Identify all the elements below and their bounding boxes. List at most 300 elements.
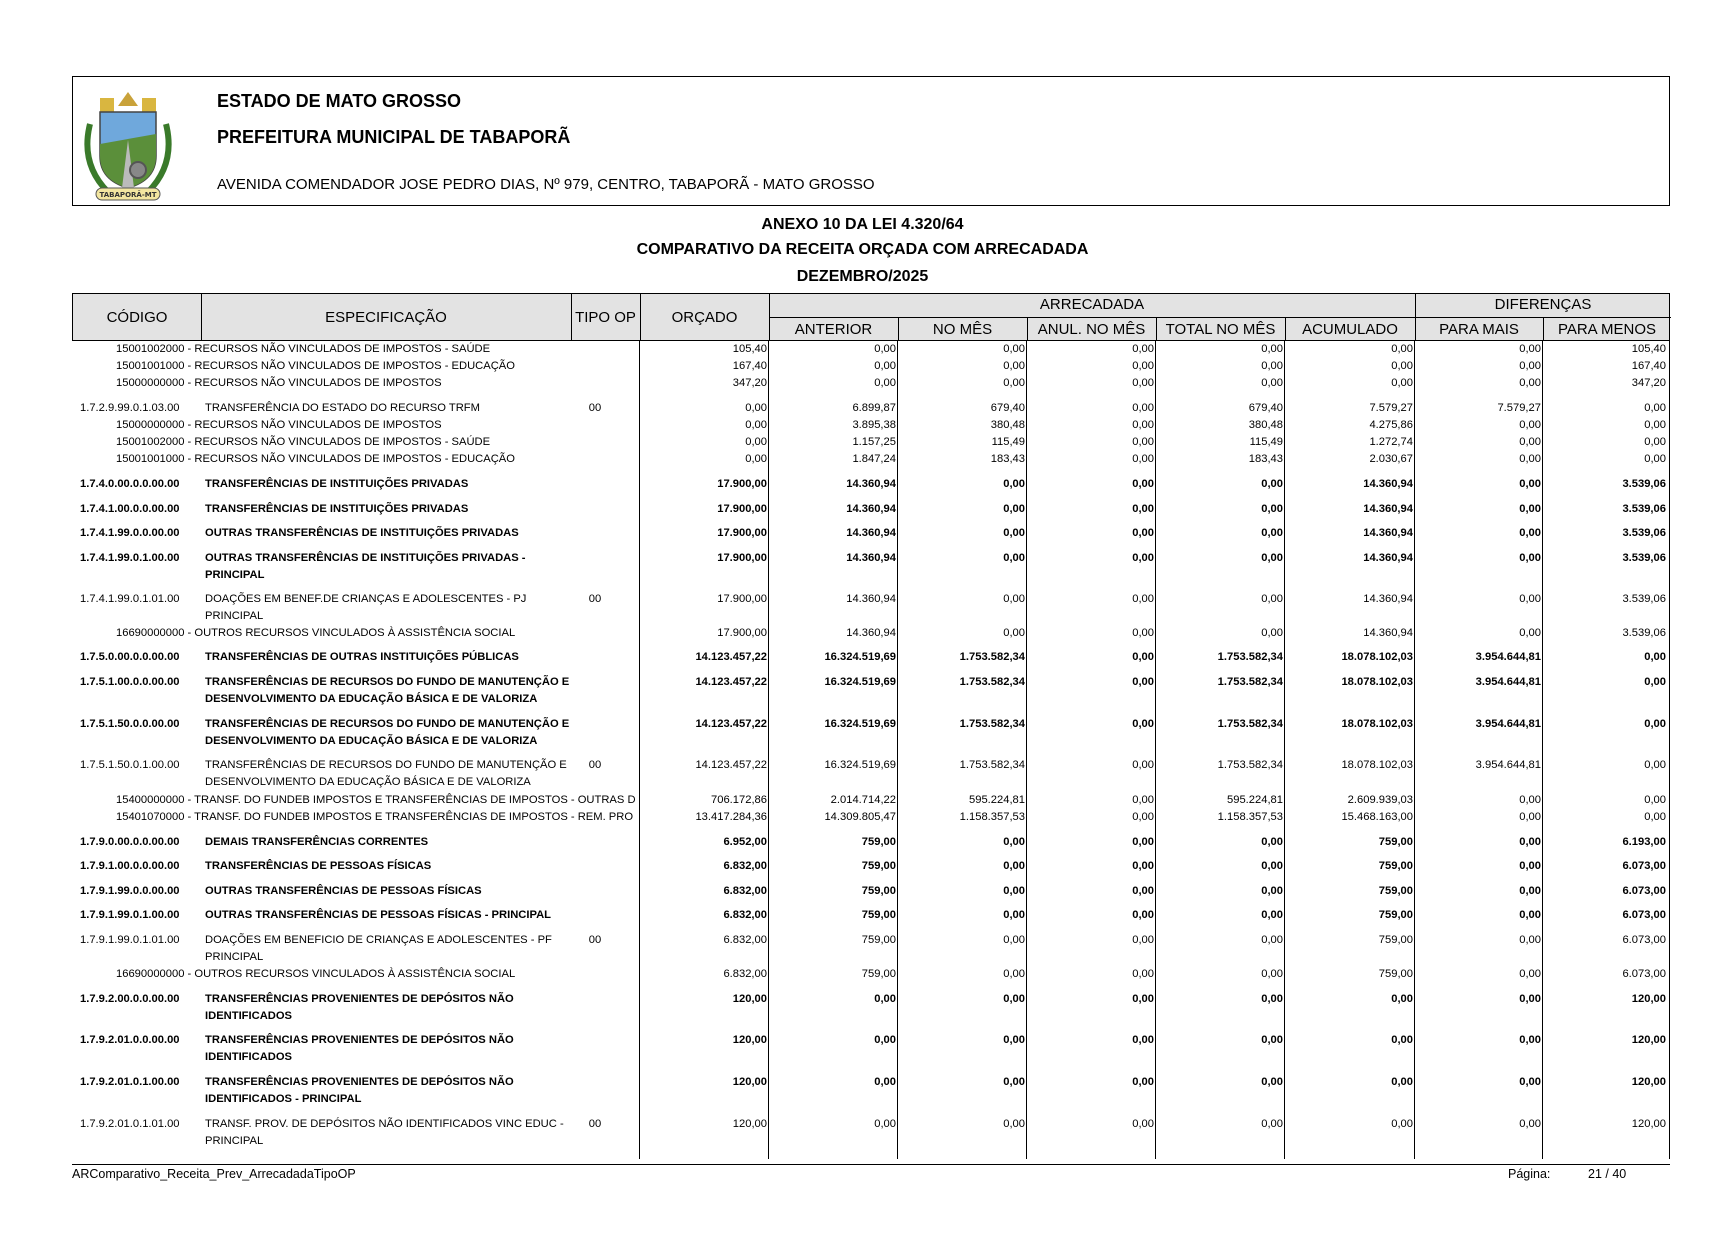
resource-source: 15000000000 - RECURSOS NÃO VINCULADOS DE IMPOSTOS (116, 377, 442, 389)
cell-para-mais: 0,00 (1519, 794, 1541, 806)
row-specification: DOAÇÕES EM BENEF.DE CRIANÇAS E ADOLESCENTES - PJ PRINCIPAL (205, 593, 527, 622)
cell-anterior: 0,00 (874, 1076, 896, 1088)
cell-para-mais: 0,00 (1519, 1034, 1541, 1046)
cell-para-mais: 0,00 (1519, 343, 1541, 355)
resource-source: 15001002000 - RECURSOS NÃO VINCULADOS DE IMPOSTOS - SAÚDE (116, 436, 491, 448)
prefeitura-name: PREFEITURA MUNICIPAL DE TABAPORÃ (217, 127, 571, 147)
cell-total-no-mes: 0,00 (1261, 1034, 1283, 1046)
cell-orcado: 13.417.284,36 (695, 811, 767, 823)
cell-orcado: 17.900,00 (717, 552, 767, 564)
resource-source: 15400000000 - TRANSF. DO FUNDEB IMPOSTOS E TRANSFERÊNCIAS DE IMPOSTOS - OUTRAS D (116, 794, 636, 806)
cell-anterior: 14.360,94 (846, 478, 896, 490)
cell-orcado: 0,00 (745, 402, 767, 414)
resource-source: 15001002000 - RECURSOS NÃO VINCULADOS DE IMPOSTOS - SAÚDE (116, 343, 491, 355)
cell-para-mais: 3.954.644,81 (1475, 651, 1541, 663)
municipal-crest-icon (78, 84, 178, 202)
cell-para-menos: 0,00 (1644, 794, 1666, 806)
col-anterior: ANTERIOR (794, 321, 873, 338)
cell-anterior: 6.899,87 (852, 402, 896, 414)
row-code: 1.7.9.1.00.0.0.00.00 (80, 860, 180, 872)
cell-acumulado: 0,00 (1391, 343, 1413, 355)
cell-orcado: 120,00 (732, 1118, 767, 1130)
cell-no-mes: 0,00 (1003, 1076, 1025, 1088)
cell-orcado: 17.900,00 (717, 593, 767, 605)
row-specification: TRANSFERÊNCIAS DE PESSOAS FÍSICAS (205, 860, 432, 872)
cell-anterior: 16.324.519,69 (824, 676, 896, 688)
cell-total-no-mes: 0,00 (1261, 993, 1283, 1005)
cell-total-no-mes: 0,00 (1261, 552, 1283, 564)
col-para-menos: PARA MENOS (1557, 321, 1657, 338)
resource-source: 15001001000 - RECURSOS NÃO VINCULADOS DE IMPOSTOS - EDUCAÇÃO (116, 360, 515, 372)
row-specification: TRANSFERÊNCIAS DE RECURSOS DO FUNDO DE MANUTENÇÃO E DESENVOLVIMENTO DA EDUCAÇÃO BÁSICA E DE VALORIZA (205, 759, 567, 788)
cell-total-no-mes: 0,00 (1261, 1076, 1283, 1088)
cell-orcado: 0,00 (745, 436, 767, 448)
cell-para-mais: 0,00 (1519, 909, 1541, 921)
col-total-no-mes: TOTAL NO MÊS (1165, 321, 1276, 338)
cell-no-mes: 0,00 (1003, 503, 1025, 515)
cell-no-mes: 0,00 (1003, 909, 1025, 921)
cell-para-mais: 0,00 (1519, 527, 1541, 539)
cell-anterior: 14.360,94 (846, 593, 896, 605)
report-period: DEZEMBRO/2025 (796, 268, 929, 285)
crest-text: TABAPORÃ-MT (99, 191, 157, 199)
cell-no-mes: 0,00 (1003, 934, 1025, 946)
cell-no-mes: 0,00 (1003, 377, 1025, 389)
cell-orcado: 17.900,00 (717, 627, 767, 639)
cell-para-mais: 0,00 (1519, 993, 1541, 1005)
cell-acumulado: 14.360,94 (1363, 552, 1413, 564)
cell-orcado: 0,00 (745, 453, 767, 465)
row-code: 1.7.4.1.00.0.0.00.00 (80, 503, 180, 515)
cell-acumulado: 1.272,74 (1369, 436, 1413, 448)
col-acumulado: ACUMULADO (1302, 321, 1398, 338)
cell-total-no-mes: 595.224,81 (1227, 794, 1283, 806)
col-especificacao: ESPECIFICAÇÃO (325, 309, 447, 326)
cell-no-mes: 183,43 (990, 453, 1025, 465)
row-specification: DOAÇÕES EM BENEFICIO DE CRIANÇAS E ADOLESCENTES - PF PRINCIPAL (205, 934, 552, 963)
cell-acumulado: 14.360,94 (1363, 503, 1413, 515)
cell-para-menos: 0,00 (1644, 402, 1666, 414)
cell-total-no-mes: 0,00 (1261, 360, 1283, 372)
row-specification: OUTRAS TRANSFERÊNCIAS DE INSTITUIÇÕES PRIVADAS (205, 527, 519, 539)
cell-para-menos: 0,00 (1644, 759, 1666, 771)
cell-anterior: 14.360,94 (846, 527, 896, 539)
cell-para-mais: 0,00 (1519, 811, 1541, 823)
cell-para-mais: 0,00 (1519, 593, 1541, 605)
report-title: ANEXO 10 DA LEI 4.320/64 (761, 216, 964, 233)
cell-para-menos: 0,00 (1644, 453, 1666, 465)
cell-no-mes: 0,00 (1003, 478, 1025, 490)
cell-anterior: 0,00 (874, 377, 896, 389)
col-codigo: CÓDIGO (106, 309, 168, 326)
cell-anterior: 759,00 (861, 885, 896, 897)
cell-acumulado: 2.030,67 (1369, 453, 1413, 465)
cell-acumulado: 14.360,94 (1363, 527, 1413, 539)
cell-para-mais: 0,00 (1519, 436, 1541, 448)
row-code: 1.7.9.2.01.0.0.00.00 (80, 1034, 180, 1046)
row-tipo-op: 00 (588, 402, 602, 414)
row-code: 1.7.4.1.99.0.1.00.00 (80, 552, 180, 564)
row-code: 1.7.2.9.99.0.1.03.00 (80, 402, 180, 414)
cell-anterior: 0,00 (874, 343, 896, 355)
cell-no-mes: 1.158.357,53 (959, 811, 1025, 823)
cell-para-mais: 0,00 (1519, 968, 1541, 980)
cell-orcado: 6.952,00 (723, 836, 767, 848)
cell-anterior: 3.895,38 (852, 419, 896, 431)
cell-anterior: 1.157,25 (852, 436, 896, 448)
cell-para-mais: 0,00 (1519, 836, 1541, 848)
cell-no-mes: 0,00 (1003, 968, 1025, 980)
cell-anterior: 14.360,94 (846, 503, 896, 515)
cell-total-no-mes: 0,00 (1261, 1118, 1283, 1130)
cell-para-menos: 0,00 (1644, 718, 1666, 730)
cell-total-no-mes: 0,00 (1261, 527, 1283, 539)
cell-total-no-mes: 0,00 (1261, 593, 1283, 605)
cell-acumulado: 759,00 (1378, 860, 1413, 872)
cell-anul-no-mes: 0,00 (1132, 1076, 1154, 1088)
cell-anul-no-mes: 0,00 (1132, 343, 1154, 355)
cell-no-mes: 0,00 (1003, 552, 1025, 564)
report-subtitle: COMPARATIVO DA RECEITA ORÇADA COM ARRECADADA (636, 241, 1089, 258)
row-code: 1.7.4.1.99.0.1.01.00 (80, 593, 180, 605)
cell-para-menos: 6.073,00 (1622, 885, 1666, 897)
cell-anul-no-mes: 0,00 (1132, 478, 1154, 490)
cell-para-menos: 120,00 (1631, 1034, 1666, 1046)
cell-anul-no-mes: 0,00 (1132, 885, 1154, 897)
cell-no-mes: 380,48 (990, 419, 1025, 431)
cell-anul-no-mes: 0,00 (1132, 402, 1154, 414)
cell-orcado: 14.123.457,22 (695, 651, 767, 663)
cell-acumulado: 0,00 (1391, 1118, 1413, 1130)
cell-orcado: 120,00 (732, 1076, 767, 1088)
cell-para-menos: 120,00 (1631, 1076, 1666, 1088)
cell-para-mais: 0,00 (1519, 503, 1541, 515)
cell-anul-no-mes: 0,00 (1132, 718, 1154, 730)
cell-para-menos: 3.539,06 (1622, 593, 1666, 605)
row-specification: TRANSFERÊNCIAS PROVENIENTES DE DEPÓSITOS NÃO IDENTIFICADOS - PRINCIPAL (205, 1076, 514, 1105)
cell-anterior: 14.309.805,47 (824, 811, 896, 823)
cell-total-no-mes: 0,00 (1261, 377, 1283, 389)
cell-acumulado: 15.468.163,00 (1341, 811, 1413, 823)
cell-para-mais: 0,00 (1519, 627, 1541, 639)
row-code: 1.7.4.1.99.0.0.00.00 (80, 527, 180, 539)
row-specification: OUTRAS TRANSFERÊNCIAS DE PESSOAS FÍSICAS - PRINCIPAL (205, 909, 552, 921)
row-code: 1.7.5.1.50.0.0.00.00 (80, 718, 180, 730)
cell-total-no-mes: 0,00 (1261, 968, 1283, 980)
cell-acumulado: 0,00 (1391, 1034, 1413, 1046)
cell-acumulado: 2.609.939,03 (1347, 794, 1413, 806)
cell-anul-no-mes: 0,00 (1132, 627, 1154, 639)
cell-acumulado: 18.078.102,03 (1341, 759, 1413, 771)
cell-anterior: 759,00 (861, 836, 896, 848)
cell-orcado: 6.832,00 (723, 909, 767, 921)
cell-acumulado: 18.078.102,03 (1341, 651, 1413, 663)
cell-orcado: 120,00 (732, 1034, 767, 1046)
address: AVENIDA COMENDADOR JOSE PEDRO DIAS, Nº 979, CENTRO, TABAPORÃ - MATO GROSSO (217, 176, 875, 193)
cell-orcado: 17.900,00 (717, 478, 767, 490)
cell-acumulado: 0,00 (1391, 1076, 1413, 1088)
cell-acumulado: 759,00 (1378, 909, 1413, 921)
cell-para-menos: 3.539,06 (1622, 478, 1666, 490)
cell-para-menos: 0,00 (1644, 811, 1666, 823)
cell-acumulado: 0,00 (1391, 360, 1413, 372)
cell-no-mes: 0,00 (1003, 885, 1025, 897)
cell-anterior: 0,00 (874, 360, 896, 372)
cell-anterior: 2.014.714,22 (830, 794, 896, 806)
cell-orcado: 120,00 (732, 993, 767, 1005)
cell-para-mais: 0,00 (1519, 1118, 1541, 1130)
cell-acumulado: 759,00 (1378, 836, 1413, 848)
cell-orcado: 14.123.457,22 (695, 718, 767, 730)
cell-anul-no-mes: 0,00 (1132, 436, 1154, 448)
row-specification: TRANSFERÊNCIAS DE RECURSOS DO FUNDO DE MANUTENÇÃO E DESENVOLVIMENTO DA EDUCAÇÃO BÁSICA E DE VALORIZA (205, 718, 570, 747)
cell-no-mes: 0,00 (1003, 527, 1025, 539)
cell-anul-no-mes: 0,00 (1132, 651, 1154, 663)
cell-para-menos: 167,40 (1631, 360, 1666, 372)
resource-source: 15401070000 - TRANSF. DO FUNDEB IMPOSTOS E TRANSFERÊNCIAS DE IMPOSTOS - REM. PRO (116, 811, 634, 823)
cell-para-mais: 0,00 (1519, 453, 1541, 465)
page-number: 21 / 40 (1588, 1167, 1627, 1181)
col-para-mais: PARA MAIS (1439, 321, 1519, 338)
cell-anul-no-mes: 0,00 (1132, 811, 1154, 823)
cell-para-mais: 0,00 (1519, 1076, 1541, 1088)
row-code: 1.7.4.0.00.0.0.00.00 (80, 478, 180, 490)
cell-total-no-mes: 1.753.582,34 (1217, 759, 1283, 771)
row-code: 1.7.9.1.99.0.0.00.00 (80, 885, 180, 897)
cell-para-menos: 0,00 (1644, 676, 1666, 688)
cell-orcado: 167,40 (732, 360, 767, 372)
cell-para-mais: 0,00 (1519, 885, 1541, 897)
cell-para-menos: 6.193,00 (1622, 836, 1666, 848)
cell-no-mes: 1.753.582,34 (959, 651, 1025, 663)
cell-anul-no-mes: 0,00 (1132, 552, 1154, 564)
cell-total-no-mes: 1.158.357,53 (1217, 811, 1283, 823)
cell-para-mais: 7.579,27 (1497, 402, 1541, 414)
cell-anul-no-mes: 0,00 (1132, 934, 1154, 946)
cell-orcado: 0,00 (745, 419, 767, 431)
cell-no-mes: 0,00 (1003, 1118, 1025, 1130)
cell-para-mais: 0,00 (1519, 478, 1541, 490)
cell-total-no-mes: 1.753.582,34 (1217, 676, 1283, 688)
cell-no-mes: 0,00 (1003, 360, 1025, 372)
cell-anul-no-mes: 0,00 (1132, 360, 1154, 372)
cell-anul-no-mes: 0,00 (1132, 419, 1154, 431)
cell-orcado: 6.832,00 (723, 860, 767, 872)
col-no-mes: NO MÊS (932, 321, 993, 338)
cell-acumulado: 0,00 (1391, 377, 1413, 389)
table-body (72, 341, 1670, 1159)
cell-no-mes: 0,00 (1003, 627, 1025, 639)
cell-no-mes: 0,00 (1003, 1034, 1025, 1046)
cell-orcado: 14.123.457,22 (695, 676, 767, 688)
row-code: 1.7.9.2.00.0.0.00.00 (80, 993, 180, 1005)
cell-total-no-mes: 0,00 (1261, 836, 1283, 848)
cell-para-mais: 0,00 (1519, 934, 1541, 946)
cell-no-mes: 0,00 (1003, 993, 1025, 1005)
cell-anterior: 14.360,94 (846, 627, 896, 639)
cell-orcado: 17.900,00 (717, 527, 767, 539)
cell-total-no-mes: 0,00 (1261, 885, 1283, 897)
cell-para-mais: 3.954.644,81 (1475, 676, 1541, 688)
cell-orcado: 17.900,00 (717, 503, 767, 515)
cell-anul-no-mes: 0,00 (1132, 503, 1154, 515)
cell-orcado: 6.832,00 (723, 885, 767, 897)
row-specification: DEMAIS TRANSFERÊNCIAS CORRENTES (205, 836, 429, 848)
row-code: 1.7.9.1.99.0.1.01.00 (80, 934, 180, 946)
resource-source: 15001001000 - RECURSOS NÃO VINCULADOS DE IMPOSTOS - EDUCAÇÃO (116, 453, 515, 465)
cell-no-mes: 115,49 (991, 436, 1025, 448)
row-tipo-op: 00 (588, 593, 602, 605)
cell-para-mais: 0,00 (1519, 360, 1541, 372)
cell-anul-no-mes: 0,00 (1132, 377, 1154, 389)
cell-total-no-mes: 1.753.582,34 (1217, 718, 1283, 730)
cell-anul-no-mes: 0,00 (1132, 453, 1154, 465)
cell-orcado: 6.832,00 (723, 934, 767, 946)
cell-acumulado: 7.579,27 (1369, 402, 1413, 414)
row-specification: OUTRAS TRANSFERÊNCIAS DE INSTITUIÇÕES PRIVADAS - PRINCIPAL (205, 552, 526, 581)
cell-para-menos: 3.539,06 (1622, 552, 1666, 564)
cell-orcado: 105,40 (732, 343, 767, 355)
cell-acumulado: 18.078.102,03 (1341, 718, 1413, 730)
row-tipo-op: 00 (588, 1118, 602, 1130)
cell-no-mes: 0,00 (1003, 343, 1025, 355)
cell-orcado: 347,20 (732, 377, 767, 389)
cell-anterior: 0,00 (874, 1034, 896, 1046)
cell-no-mes: 1.753.582,34 (959, 718, 1025, 730)
cell-para-menos: 6.073,00 (1622, 934, 1666, 946)
row-specification: TRANSFERÊNCIAS DE OUTRAS INSTITUIÇÕES PÚBLICAS (205, 651, 519, 663)
cell-anul-no-mes: 0,00 (1132, 676, 1154, 688)
row-specification: TRANSFERÊNCIAS DE INSTITUIÇÕES PRIVADAS (205, 478, 469, 490)
cell-para-menos: 120,00 (1631, 993, 1666, 1005)
cell-acumulado: 0,00 (1391, 993, 1413, 1005)
cell-anul-no-mes: 0,00 (1132, 1034, 1154, 1046)
col-diferencas: DIFERENÇAS (1494, 296, 1592, 313)
cell-para-menos: 6.073,00 (1622, 909, 1666, 921)
cell-para-menos: 6.073,00 (1622, 968, 1666, 980)
row-tipo-op: 00 (588, 934, 602, 946)
cell-total-no-mes: 1.753.582,34 (1217, 651, 1283, 663)
cell-no-mes: 0,00 (1003, 860, 1025, 872)
row-code: 1.7.5.0.00.0.0.00.00 (80, 651, 180, 663)
cell-no-mes: 595.224,81 (969, 794, 1025, 806)
cell-para-menos: 120,00 (1631, 1118, 1666, 1130)
cell-para-mais: 3.954.644,81 (1475, 718, 1541, 730)
cell-no-mes: 1.753.582,34 (959, 759, 1025, 771)
col-orcado: ORÇADO (671, 309, 738, 326)
row-specification: TRANSF. PROV. DE DEPÓSITOS NÃO IDENTIFICADOS VINC EDUC - PRINCIPAL (205, 1118, 564, 1147)
cell-acumulado: 14.360,94 (1363, 593, 1413, 605)
row-specification: TRANSFERÊNCIA DO ESTADO DO RECURSO TRFM (205, 402, 480, 414)
cell-acumulado: 18.078.102,03 (1341, 676, 1413, 688)
cell-no-mes: 679,40 (990, 402, 1025, 414)
row-code: 1.7.9.0.00.0.0.00.00 (80, 836, 180, 848)
cell-para-mais: 0,00 (1519, 552, 1541, 564)
col-arrecadada: ARRECADADA (1039, 296, 1145, 313)
report-name: ARComparativo_Receita_Prev_ArrecadadaTipoOP (72, 1167, 356, 1181)
resource-source: 16690000000 - OUTROS RECURSOS VINCULADOS À ASSISTÊNCIA SOCIAL (116, 627, 516, 639)
cell-total-no-mes: 0,00 (1261, 934, 1283, 946)
cell-para-menos: 3.539,06 (1622, 527, 1666, 539)
cell-anterior: 16.324.519,69 (824, 651, 896, 663)
cell-total-no-mes: 0,00 (1261, 860, 1283, 872)
footer-rule (72, 1164, 1670, 1165)
cell-total-no-mes: 0,00 (1261, 909, 1283, 921)
cell-para-mais: 0,00 (1519, 419, 1541, 431)
col-tipo-op: TIPO OP (575, 309, 636, 326)
cell-orcado: 14.123.457,22 (695, 759, 767, 771)
cell-acumulado: 759,00 (1378, 885, 1413, 897)
cell-anul-no-mes: 0,00 (1132, 1118, 1154, 1130)
row-code: 1.7.9.2.01.0.1.01.00 (80, 1118, 180, 1130)
cell-para-menos: 0,00 (1644, 419, 1666, 431)
row-specification: TRANSFERÊNCIAS PROVENIENTES DE DEPÓSITOS NÃO IDENTIFICADOS (205, 1034, 514, 1063)
resource-source: 16690000000 - OUTROS RECURSOS VINCULADOS À ASSISTÊNCIA SOCIAL (116, 968, 516, 980)
cell-anul-no-mes: 0,00 (1132, 759, 1154, 771)
cell-anul-no-mes: 0,00 (1132, 836, 1154, 848)
cell-para-menos: 3.539,06 (1622, 503, 1666, 515)
row-code: 1.7.9.1.99.0.1.00.00 (80, 909, 180, 921)
cell-orcado: 706.172,86 (711, 794, 767, 806)
row-specification: TRANSFERÊNCIAS DE RECURSOS DO FUNDO DE MANUTENÇÃO E DESENVOLVIMENTO DA EDUCAÇÃO BÁSICA E DE VALORIZA (205, 676, 570, 705)
cell-para-menos: 0,00 (1644, 436, 1666, 448)
page-label: Página: (1508, 1167, 1551, 1181)
cell-anul-no-mes: 0,00 (1132, 968, 1154, 980)
cell-anul-no-mes: 0,00 (1132, 993, 1154, 1005)
cell-anterior: 0,00 (874, 993, 896, 1005)
cell-anul-no-mes: 0,00 (1132, 593, 1154, 605)
cell-anterior: 759,00 (861, 860, 896, 872)
cell-no-mes: 1.753.582,34 (959, 676, 1025, 688)
cell-total-no-mes: 115,49 (1249, 436, 1283, 448)
cell-acumulado: 14.360,94 (1363, 478, 1413, 490)
cell-no-mes: 0,00 (1003, 836, 1025, 848)
cell-anterior: 759,00 (861, 909, 896, 921)
row-specification: TRANSFERÊNCIAS PROVENIENTES DE DEPÓSITOS NÃO IDENTIFICADOS (205, 993, 514, 1022)
cell-acumulado: 759,00 (1378, 968, 1413, 980)
cell-para-menos: 347,20 (1631, 377, 1666, 389)
cell-anterior: 1.847,24 (852, 453, 896, 465)
cell-total-no-mes: 0,00 (1261, 503, 1283, 515)
cell-total-no-mes: 0,00 (1261, 478, 1283, 490)
cell-anterior: 14.360,94 (846, 552, 896, 564)
cell-anul-no-mes: 0,00 (1132, 860, 1154, 872)
cell-orcado: 6.832,00 (723, 968, 767, 980)
cell-para-menos: 6.073,00 (1622, 860, 1666, 872)
cell-anterior: 16.324.519,69 (824, 718, 896, 730)
cell-anterior: 16.324.519,69 (824, 759, 896, 771)
cell-para-mais: 0,00 (1519, 377, 1541, 389)
cell-para-mais: 0,00 (1519, 860, 1541, 872)
cell-para-menos: 0,00 (1644, 651, 1666, 663)
cell-no-mes: 0,00 (1003, 593, 1025, 605)
cell-total-no-mes: 380,48 (1248, 419, 1283, 431)
row-specification: OUTRAS TRANSFERÊNCIAS DE PESSOAS FÍSICAS (205, 885, 482, 897)
cell-para-mais: 3.954.644,81 (1475, 759, 1541, 771)
cell-anterior: 759,00 (861, 968, 896, 980)
cell-anul-no-mes: 0,00 (1132, 909, 1154, 921)
col-anul-no-mes: ANUL. NO MÊS (1037, 321, 1146, 338)
cell-acumulado: 4.275,86 (1369, 419, 1413, 431)
row-code: 1.7.9.2.01.0.1.00.00 (80, 1076, 180, 1088)
row-specification: TRANSFERÊNCIAS DE INSTITUIÇÕES PRIVADAS (205, 503, 469, 515)
cell-anul-no-mes: 0,00 (1132, 527, 1154, 539)
cell-acumulado: 14.360,94 (1363, 627, 1413, 639)
cell-total-no-mes: 679,40 (1248, 402, 1283, 414)
table-header (72, 293, 1670, 341)
resource-source: 15000000000 - RECURSOS NÃO VINCULADOS DE IMPOSTOS (116, 419, 442, 431)
cell-para-menos: 3.539,06 (1622, 627, 1666, 639)
